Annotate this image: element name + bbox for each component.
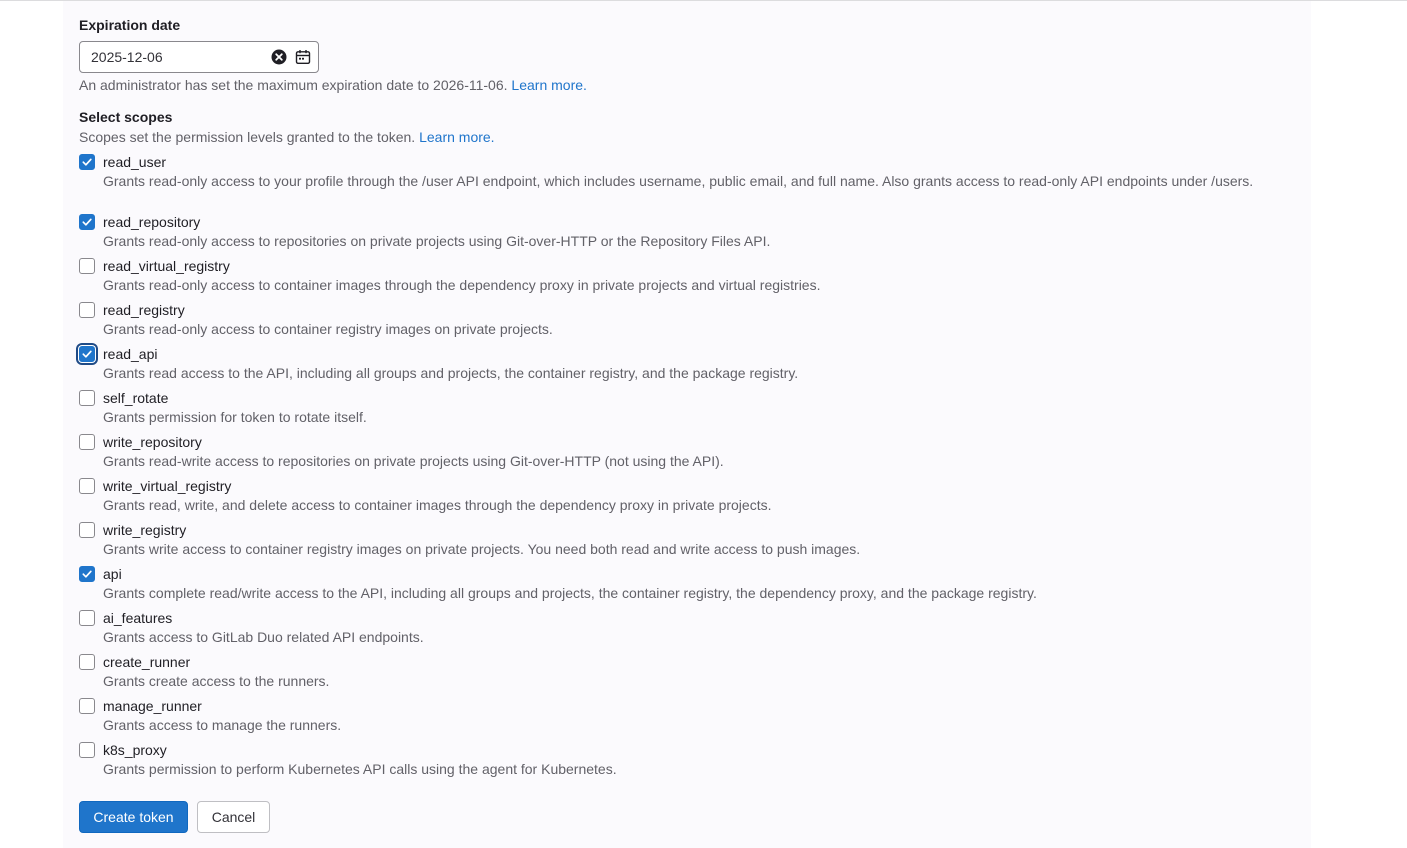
scope-description: Grants read-only access to container images through the dependency proxy in private projects and virtual registries.: [103, 277, 821, 293]
scope-checkbox-k8s-proxy[interactable]: [79, 742, 95, 758]
scopes-help: [79, 129, 495, 145]
scope-checkbox-read-repository[interactable]: [79, 214, 95, 230]
scope-name[interactable]: read_repository: [103, 214, 201, 230]
clear-icon[interactable]: [271, 49, 287, 65]
scope-checkbox-read-registry[interactable]: [79, 302, 95, 318]
create-token-button[interactable]: Create token: [79, 801, 188, 833]
scope-checkbox-read-virtual-registry[interactable]: [79, 258, 95, 274]
scope-checkbox-manage-runner[interactable]: [79, 698, 95, 714]
scope-name[interactable]: read_user: [103, 154, 167, 170]
scope-name[interactable]: read_api: [103, 346, 158, 362]
scope-checkbox-create-runner[interactable]: [79, 654, 95, 670]
check-icon: [81, 348, 93, 360]
scope-description: Grants access to GitLab Duo related API endpoints.: [103, 629, 424, 645]
scope-checkbox-ai-features[interactable]: [79, 610, 95, 626]
scope-name[interactable]: write_virtual_registry: [103, 478, 232, 494]
expiration-date-label: Expiration date: [79, 17, 181, 33]
scope-name[interactable]: api: [103, 566, 122, 582]
scope-checkbox-write-virtual-registry[interactable]: [79, 478, 95, 494]
scope-name[interactable]: manage_runner: [103, 698, 202, 714]
select-scopes-label: Select scopes: [79, 109, 173, 125]
scope-description: Grants complete read/write access to the API, including all groups and projects, the container registry, the dependency proxy, and the package registry.: [103, 585, 1037, 601]
scope-checkbox-api[interactable]: [79, 566, 95, 582]
scope-description: Grants read-only access to your profile through the /user API endpoint, which includes username, public email, and full name. Also grants access to read-only API endpoints under /users.: [103, 173, 1254, 189]
scopes-learn-more-link[interactable]: Learn more.: [419, 129, 495, 145]
scopes-help-text: Scopes set the permission levels granted to the token.: [79, 129, 416, 145]
scope-description: Grants permission to perform Kubernetes API calls using the agent for Kubernetes.: [103, 761, 617, 777]
scope-checkbox-read-user[interactable]: [79, 154, 95, 170]
scope-name[interactable]: read_virtual_registry: [103, 258, 230, 274]
cancel-button[interactable]: Cancel: [197, 801, 270, 833]
scope-description: Grants read-write access to repositories on private projects using Git-over-HTTP (not using the API).: [103, 453, 724, 469]
scope-description: Grants read, write, and delete access to container images through the dependency proxy in private projects.: [103, 497, 772, 513]
scope-description: Grants read-only access to container registry images on private projects.: [103, 321, 553, 337]
scope-description: Grants access to manage the runners.: [103, 717, 342, 733]
expiration-learn-more-link[interactable]: Learn more.: [511, 77, 587, 93]
scope-name[interactable]: self_rotate: [103, 390, 169, 406]
scope-name[interactable]: ai_features: [103, 610, 173, 626]
check-icon: [81, 156, 93, 168]
scope-description: Grants create access to the runners.: [103, 673, 330, 689]
scope-description: Grants read-only access to repositories on private projects using Git-over-HTTP or the Repository Files API.: [103, 233, 771, 249]
scope-description: Grants permission for token to rotate itself.: [103, 409, 367, 425]
expiration-date-input[interactable]: [80, 42, 266, 72]
scope-name[interactable]: write_repository: [103, 434, 202, 450]
scope-name[interactable]: create_runner: [103, 654, 191, 670]
expiration-date-picker: [79, 41, 319, 73]
expiration-help-text: An administrator has set the maximum expiration date to 2026-11-06.: [79, 77, 508, 93]
scope-checkbox-write-repository[interactable]: [79, 434, 95, 450]
scope-description: Grants write access to container registry images on private projects. You need both read and write access to push images.: [103, 541, 861, 557]
scope-description: Grants read access to the API, including all groups and projects, the container registry, and the package registry.: [103, 365, 799, 381]
check-icon: [81, 216, 93, 228]
scope-name[interactable]: read_registry: [103, 302, 185, 318]
scope-name[interactable]: k8s_proxy: [103, 742, 167, 758]
calendar-icon[interactable]: [295, 49, 311, 65]
expiration-help: [79, 77, 587, 93]
scope-name[interactable]: write_registry: [103, 522, 187, 538]
scope-checkbox-write-registry[interactable]: [79, 522, 95, 538]
scope-checkbox-read-api[interactable]: [79, 346, 95, 362]
check-icon: [81, 568, 93, 580]
scope-checkbox-self-rotate[interactable]: [79, 390, 95, 406]
